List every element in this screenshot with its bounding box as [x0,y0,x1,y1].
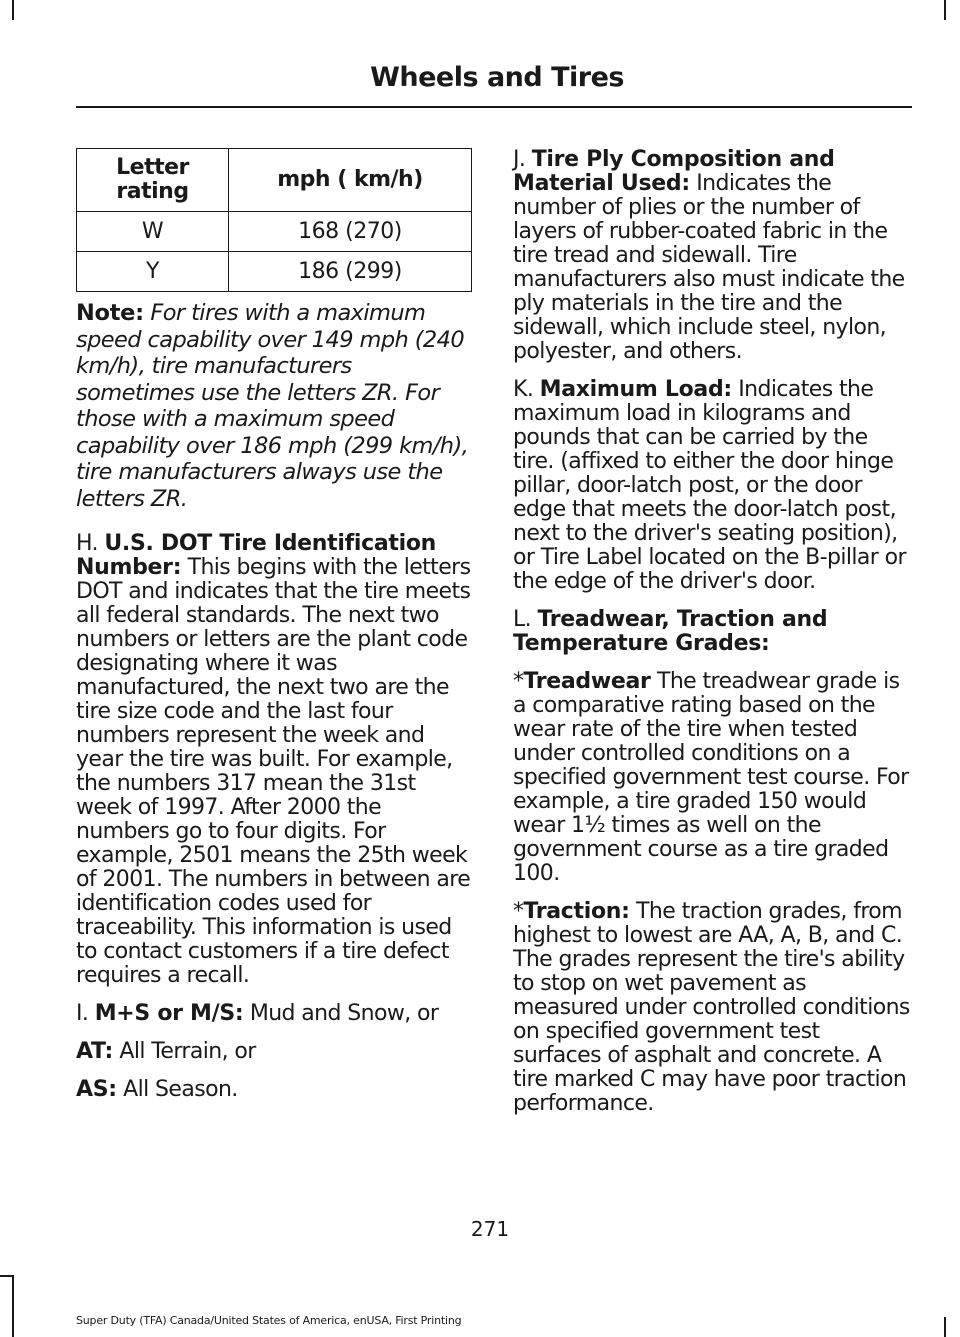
section-i-text: Mud and Snow, or [243,1001,439,1026]
crop-mark-top-left [12,0,14,20]
section-h-label: U.S. DOT Tire Identification Number: [76,531,437,580]
table-row [77,252,472,292]
note-paragraph [76,300,474,512]
traction-text: The traction grades, from highest to lowest are AA, A, B, and C. The grades represent the tire's ability to stop on wet pavement as measured under controlled conditions on specified government test surfaces of asphalt and concrete. A tire marked C may have poor traction performance. [513,899,910,1116]
section-at-paragraph [76,1040,474,1064]
section-k-paragraph [513,378,911,594]
section-h-paragraph [76,532,474,988]
traction-label: Traction: [523,899,630,924]
traction-prefix: * [513,899,524,924]
treadwear-label: Treadwear [523,669,651,694]
note-label: Note: [76,300,144,326]
section-at-text: All Terrain, or [113,1039,256,1064]
column-header-speed: mph ( km/h) [229,149,472,212]
table-row [77,212,472,252]
section-l-paragraph [513,608,911,656]
section-h-prefix: H. [76,531,105,556]
section-i-paragraph [76,1002,474,1026]
treadwear-prefix: * [513,669,524,694]
page-number: 271 [470,1217,510,1241]
table-cell-speed: 186 (299) [229,252,472,292]
traction-paragraph [513,900,911,1116]
section-k-label: Maximum Load: [539,377,732,402]
section-j-label: Tire Ply Composition and Material Used: [513,147,835,196]
section-l-label: Treadwear, Traction and Temperature Grades: [513,607,828,656]
speed-rating-table [76,148,472,292]
section-i-prefix: I. [76,1001,95,1026]
note-text: For tires with a maximum speed capability over 149 mph (240 km/h), tire manufacturers sometimes use the letters ZR. For those with a maximum speed capability over 186 mph (299 km/h), tire manufacturers always use the letters ZR. [76,300,469,512]
crop-mark-bottom-left-h [0,1275,14,1277]
section-j-prefix: J. [513,147,532,172]
section-i-label: M+S or M/S: [94,1001,244,1026]
column-header-letter-rating: Letter rating [77,149,229,212]
treadwear-paragraph [513,670,911,886]
table-cell-speed: 168 (270) [229,212,472,252]
section-k-prefix: K. [513,377,540,402]
section-k-text: Indicates the maximum load in kilograms and pounds that can be carried by the tire. (affixed to either the door hinge pillar, door-latch post, or the door edge that meets the door-latch post, next to the driver's seating position), or Tire Label located on the B-pillar or the edge of the driver's door. [513,377,906,594]
section-at-label: AT: [76,1039,114,1064]
section-as-paragraph [76,1078,474,1102]
right-column [513,148,911,1130]
footer-text: Super Duty (TFA) Canada/United States of America, enUSA, First Printing [76,1314,462,1327]
crop-mark-bottom-right [944,1317,946,1337]
left-column [76,148,474,1116]
section-as-text: All Season. [116,1077,238,1102]
section-as-label: AS: [76,1077,117,1102]
section-j-text: Indicates the number of plies or the number of layers of rubber-coated fabric in the tire tread and sidewall. Tire manufacturers also must indicate the ply materials in the tire and the sidewall, which include steel, nylon, polyester, and others. [513,171,905,364]
table-cell-letter: Y [77,252,229,292]
header-divider [76,106,912,108]
table-header-row [77,149,472,212]
crop-mark-bottom-left [12,1275,14,1337]
page-title: Wheels and Tires [370,62,624,93]
crop-mark-top-right [944,0,946,20]
table-cell-letter: W [77,212,229,252]
section-j-paragraph [513,148,911,364]
section-h-text: This begins with the letters DOT and indicates that the tire meets all federal standards. The next two numbers or letters are the plant code designating where it was manufactured, the next two are the tire size code and the last four numbers represent the week and year the tire was built. For example, the numbers 317 mean the 31st week of 1997. After 2000 the numbers go to four digits. For example, 2501 means the 25th week of 2001. The numbers in between are identification codes used for traceability. This information is used to contact customers if a tire defect requires a recall. [76,555,471,988]
treadwear-text: The treadwear grade is a comparative rating based on the wear rate of the tire when tested under controlled conditions on a specified government test course. For example, a tire graded 150 would wear 1½ times as well on the government course as a tire graded 100. [513,669,909,886]
section-l-prefix: L. [513,607,538,632]
